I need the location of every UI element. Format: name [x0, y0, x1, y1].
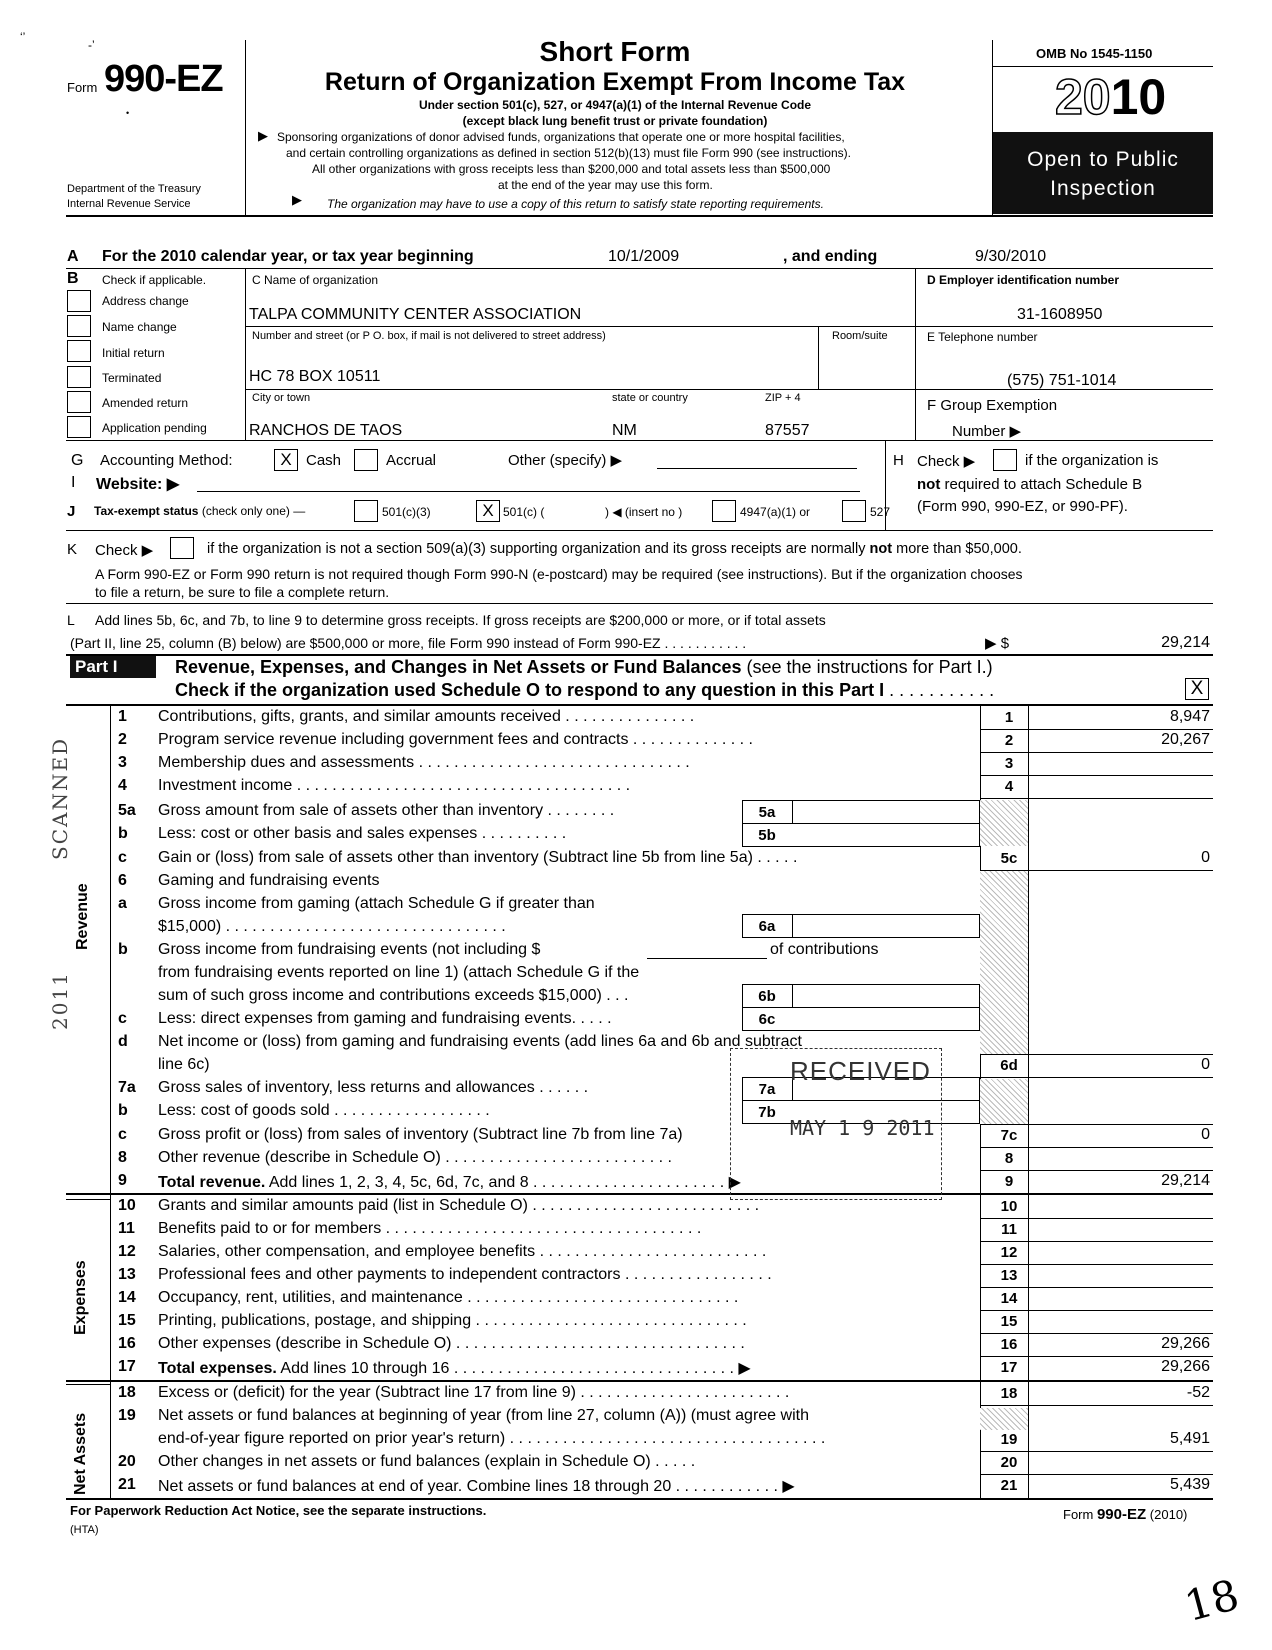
line-6a-row: a Gross income from gaming (attach Schedule G if greater than — [118, 895, 595, 912]
501c-checkbox[interactable]: X — [476, 500, 500, 522]
scanned-stamp: SCANNED — [48, 736, 72, 860]
line-3-row: 3 Membership dues and assessments . . . . . . . . . . . . . . . . . . . . . . . . . . . . . . . 3 — [118, 754, 1014, 772]
scan-mark: ‘’ — [20, 30, 26, 44]
line-5b-num: 5b — [758, 827, 776, 844]
net-assets-side-label: Net Assets — [72, 1412, 89, 1495]
ein: 31-1608950 — [1017, 306, 1103, 323]
hta-label: (HTA) — [70, 1524, 99, 1536]
amended-return-checkbox[interactable] — [67, 391, 91, 413]
line-6b-row: b Gross income from fundraising events (not including $ — [118, 941, 541, 958]
line-12-row: 12 Salaries, other compensation, and employee benefits . . . . . . . . . . . . . . . . . . . . . . . . . . 12 — [118, 1243, 1018, 1261]
line-k-note-2: to file a return, be sure to file a complete return. — [95, 584, 390, 600]
scan-mark: -’ — [88, 38, 95, 52]
accrual-checkbox[interactable] — [354, 449, 378, 471]
line-4-row: 4 Investment income . . . . . . . . . . . . . . . . . . . . . . . . . . . . . . . . . . . . . . 4 — [118, 777, 1014, 795]
room-label: Room/suite — [832, 330, 888, 342]
telephone: (575) 751-1014 — [1007, 372, 1117, 389]
line-6a-cont-row: $15,000) . . . . . . . . . . . . . . . . . . . . . . . . . . . . . . . . — [158, 918, 506, 935]
line-6d-cont-row: line 6c) 6d 0 — [158, 1056, 1210, 1074]
line-5a-row: 5a Gross amount from sale of assets other than inventory . . . . . . . . — [118, 802, 615, 819]
page-mark: 18 — [1179, 1569, 1244, 1632]
initial-return-checkbox[interactable] — [67, 340, 91, 362]
street-label: Number and street (or P O. box, if mail is not delivered to street address) — [252, 330, 606, 342]
line-k-check: Check ▶ — [95, 542, 154, 559]
revenue-side-label: Revenue — [74, 883, 91, 950]
address-change-label: Address change — [102, 294, 189, 308]
line-7b-num: 7b — [758, 1104, 776, 1121]
line-k-note-1: A Form 990-EZ or Form 990 return is not required though Form 990-N (e-postcard) may be required (see instructions). But if the organization chooses — [95, 566, 1023, 582]
irs: Internal Revenue Service — [67, 198, 191, 210]
527-checkbox[interactable] — [842, 500, 866, 522]
state-copy-note: The organization may have to use a copy of this return to satisfy state reporting requirements. — [327, 197, 824, 211]
line-18-row: 18 Excess or (deficit) for the year (Subtract line 17 from line 9) . . . . . . . . . . . . . . . . . . . . . . . . 18 -52 — [118, 1384, 1210, 1402]
line-2-row: 2 Program service revenue including government fees and contracts . . . . . . . . . . . . . . 2 20,267 — [118, 731, 1210, 749]
part1-check-text: Check if the organization used Schedule O to respond to any question in this Part I . . . . . . . . . . . — [175, 680, 995, 700]
all-other-1: All other organizations with gross receipts less than $200,000 and total assets less than $500,000 — [312, 162, 831, 176]
group-exemption-label: F Group Exemption — [927, 397, 1058, 414]
scanned-date-stamp: 2011 — [48, 971, 72, 1030]
line-h-check: Check ▶ — [917, 453, 976, 470]
line-6b-cont2-row: sum of such gross income and contributions exceeds $15,000) . . . — [158, 987, 629, 1004]
line-8-row: 8 Other revenue (describe in Schedule O) . . . . . . . . . . . . . . . . . . . . . . . . . . 8 — [118, 1149, 1014, 1167]
terminated-label: Terminated — [102, 371, 162, 385]
line-9-row: 9 Total revenue. Add lines 1, 2, 3, 4, 5c, 6d, 7c, and 8 . . . . . . . . . . . . . . . . . . . . . . ▶ 9 29,214 — [118, 1172, 1210, 1191]
line-5b-row: b Less: cost or other basis and sales expenses . . . . . . . . . . — [118, 825, 567, 842]
line-15-row: 15 Printing, publications, postage, and shipping . . . . . . . . . . . . . . . . . . . . . . . . . . . . . . . 15 — [118, 1312, 1018, 1330]
part1-title: Revenue, Expenses, and Changes in Net Assets or Fund Balances (see the instructions for Part I.) — [175, 657, 993, 677]
and-ending: , and ending — [783, 248, 878, 265]
527-label: 527 — [870, 505, 891, 519]
tax-year-end: 9/30/2010 — [975, 248, 1047, 265]
cash-checkbox[interactable]: X — [274, 449, 298, 471]
line-7b-row: b Less: cost of goods sold . . . . . . . . . . . . . . . . . . — [118, 1102, 490, 1119]
zip-label: ZIP + 4 — [765, 392, 801, 404]
accounting-method-label: Accounting Method: — [100, 452, 233, 469]
4947-checkbox[interactable] — [712, 500, 736, 522]
arrow-icon: ▶ — [292, 192, 302, 207]
line-k-text: if the organization is not a section 509(a)(3) supporting organization and its gross receipts are normally not more than $50,000. — [207, 541, 1022, 557]
line-l-text-1: Add lines 5b, 6c, and 7b, to line 9 to determine gross receipts. If gross receipts are $200,000 or more, or if total assets — [95, 612, 826, 628]
line-6b-num: 6b — [758, 988, 776, 1005]
line-6c-num: 6c — [758, 1011, 776, 1028]
application-pending-checkbox[interactable] — [67, 416, 91, 438]
part1-tag: Part I — [75, 657, 118, 676]
line-h-text-2: not required to attach Schedule B — [917, 476, 1143, 493]
501c3-checkbox[interactable] — [354, 500, 378, 522]
line-20-row: 20 Other changes in net assets or fund balances (explain in Schedule O) . . . . . 20 — [118, 1453, 1018, 1471]
501c-label: 501(c) ( — [503, 505, 545, 519]
sponsoring-2: and certain controlling organizations as defined in section 512(b)(13) must file Form 990 (see instructions). — [286, 146, 851, 160]
line-13-row: 13 Professional fees and other payments to independent contractors . . . . . . . . . . . . . . . . . 13 — [118, 1266, 1018, 1284]
tax-year-begin: 10/1/2009 — [608, 248, 680, 265]
line-l-arrow: ▶ $ — [985, 635, 1010, 652]
line-14-row: 14 Occupancy, rent, utilities, and maintenance . . . . . . . . . . . . . . . . . . . . . . . . . . . . . . . 14 — [118, 1289, 1018, 1307]
4947-label: 4947(a)(1) or — [740, 505, 811, 519]
under-section: Under section 501(c), 527, or 4947(a)(1) of the Internal Revenue Code — [418, 98, 812, 112]
line-21-row: 21 Net assets or fund balances at end of year. Combine lines 18 through 20 . . . . . . . . . . . . ▶ 21 5,439 — [118, 1476, 1210, 1495]
department: Department of the Treasury — [67, 183, 201, 195]
initial-return-label: Initial return — [102, 346, 165, 360]
insert-no-label: ) ◀ (insert no ) — [605, 505, 683, 519]
form-number: 990-EZ — [104, 58, 223, 100]
line-19-cont-row: end-of-year figure reported on prior year's return) . . . . . . . . . . . . . . . . . . . . . . . . . . . . . . . . . . . . 19 5,491 — [158, 1430, 1210, 1448]
line-a-text: For the 2010 calendar year, or tax year beginning — [102, 248, 474, 265]
line-5c-row: c Gain or (loss) from sale of assets other than inventory (Subtract line 5b from line 5a) . . . . . 5c 0 — [118, 849, 1210, 867]
tax-exempt-label: Tax-exempt status (check only one) — — [94, 504, 306, 518]
city-label: City or town — [252, 392, 311, 404]
application-pending-label: Application pending — [102, 421, 207, 435]
open-public-banner — [993, 132, 1213, 214]
schedule-o-checkbox[interactable]: X — [1185, 678, 1209, 700]
state-label: state or country — [612, 392, 688, 404]
org-name-label: C Name of organization — [252, 273, 379, 287]
name-change-checkbox[interactable] — [67, 315, 91, 337]
sponsoring-1: Sponsoring organizations of donor advised funds, organizations that operate one or more hospital facilities, — [277, 130, 845, 144]
website-label: Website: ▶ — [96, 476, 180, 493]
name-change-label: Name change — [102, 320, 177, 334]
zip: 87557 — [765, 422, 810, 439]
org-name: TALPA COMMUNITY CENTER ASSOCIATION — [249, 306, 582, 323]
other-method-label: Other (specify) ▶ — [508, 452, 623, 469]
line-1-row: 1 Contributions, gifts, grants, and similar amounts received . . . . . . . . . . . . . . . 1 8,947 — [118, 708, 1210, 726]
amended-return-label: Amended return — [102, 396, 189, 410]
line-k-label: K — [67, 541, 78, 558]
short-form-heading: Short Form — [539, 36, 691, 67]
line-6b-tail: of contributions — [770, 941, 879, 958]
line-l-text-2: (Part II, line 25, column (B) below) are $500,000 or more, file Form 990 instead of Form 990-EZ . . . . . . . . . . . — [70, 635, 747, 651]
except-note: (except black lung benefit trust or private foundation) — [462, 114, 768, 128]
line-h-text-1: if the organization is — [1025, 452, 1159, 469]
line-6a-num: 6a — [758, 918, 776, 935]
line-h-label: H — [893, 452, 904, 469]
street-address: HC 78 BOX 10511 — [249, 368, 381, 385]
line-g-label: G — [71, 452, 84, 469]
line-10-row: 10 Grants and similar amounts paid (list in Schedule O) . . . . . . . . . . . . . . . . . . . . . . . . . . 10 — [118, 1197, 1018, 1215]
scan-mark: • — [126, 108, 130, 118]
line-k-checkbox[interactable] — [170, 537, 194, 559]
address-change-checkbox[interactable] — [67, 290, 91, 312]
accrual-label: Accrual — [386, 452, 437, 469]
line-l-label: L — [67, 612, 75, 628]
line-19-row: 19 Net assets or fund balances at beginning of year (from line 27, column (A)) (must agree with — [118, 1407, 809, 1424]
cash-label: Cash — [306, 452, 342, 469]
line-6d-row: d Net income or (loss) from gaming and fundraising events (add lines 6a and 6b and subtract — [118, 1033, 802, 1050]
form-title: Return of Organization Exempt From Income Tax — [324, 68, 906, 96]
received-stamp-date: MAY 1 9 2011 — [790, 1116, 935, 1140]
line-17-row: 17 Total expenses. Add lines 10 through 16 . . . . . . . . . . . . . . . . . . . . . . . . . . . . . . . . ▶ 17 29,266 — [118, 1358, 1210, 1377]
omb-number: OMB No 1545-1150 — [1036, 46, 1153, 61]
line-i-label: I — [71, 474, 76, 491]
group-exemption-number: Number ▶ — [952, 423, 1022, 440]
schedule-b-checkbox[interactable] — [993, 449, 1017, 471]
terminated-checkbox[interactable] — [67, 366, 91, 388]
line-b-label: B — [67, 270, 79, 287]
city: RANCHOS DE TAOS — [249, 422, 403, 439]
tax-year: 2010 — [1055, 69, 1167, 125]
line-a-label: A — [67, 248, 79, 265]
telephone-label: E Telephone number — [927, 330, 1038, 344]
line-6b-cont-row: from fundraising events reported on line 1) (attach Schedule G if the — [158, 964, 640, 981]
501c3-label: 501(c)(3) — [382, 505, 431, 519]
received-stamp-text: RECEIVED — [790, 1056, 931, 1086]
line-6c-row: c Less: direct expenses from gaming and fundraising events. . . . . — [118, 1010, 612, 1027]
gross-receipts-amount: 29,214 — [1161, 634, 1210, 651]
line-j-label: J — [67, 503, 76, 520]
form-ref: Form 990-EZ (2010) — [1063, 1506, 1188, 1523]
line-h-text-3: (Form 990, 990-EZ, or 990-PF). — [917, 498, 1128, 515]
paperwork-notice: For Paperwork Reduction Act Notice, see the separate instructions. — [70, 1503, 487, 1518]
open-public-2: Inspection — [1050, 177, 1156, 200]
line-6-row: 6 Gaming and fundraising events — [118, 872, 380, 889]
line-11-row: 11 Benefits paid to or for members . . . . . . . . . . . . . . . . . . . . . . . . . . . . . . . . . . . . 11 — [118, 1220, 1017, 1238]
expenses-side-label: Expenses — [72, 1260, 89, 1335]
line-7a-row: 7a Gross sales of inventory, less returns and allowances . . . . . . — [118, 1079, 589, 1096]
open-public-1: Open to Public — [1027, 148, 1179, 171]
line-7a-num: 7a — [758, 1081, 776, 1098]
state: NM — [612, 422, 637, 439]
form-word: Form — [67, 80, 98, 95]
arrow-icon: ▶ — [258, 128, 268, 143]
check-if-applicable: Check if applicable. — [102, 273, 207, 287]
all-other-2: at the end of the year may use this form. — [498, 178, 713, 192]
line-16-row: 16 Other expenses (describe in Schedule O) . . . . . . . . . . . . . . . . . . . . . . . . . . . . . . . . . 16 29,266 — [118, 1335, 1210, 1353]
ein-label: D Employer identification number — [927, 273, 1120, 287]
line-5a-num: 5a — [758, 804, 776, 821]
line-7c-row: c Gross profit or (loss) from sales of inventory (Subtract line 7b from line 7a) 7c 0 — [118, 1126, 1210, 1144]
